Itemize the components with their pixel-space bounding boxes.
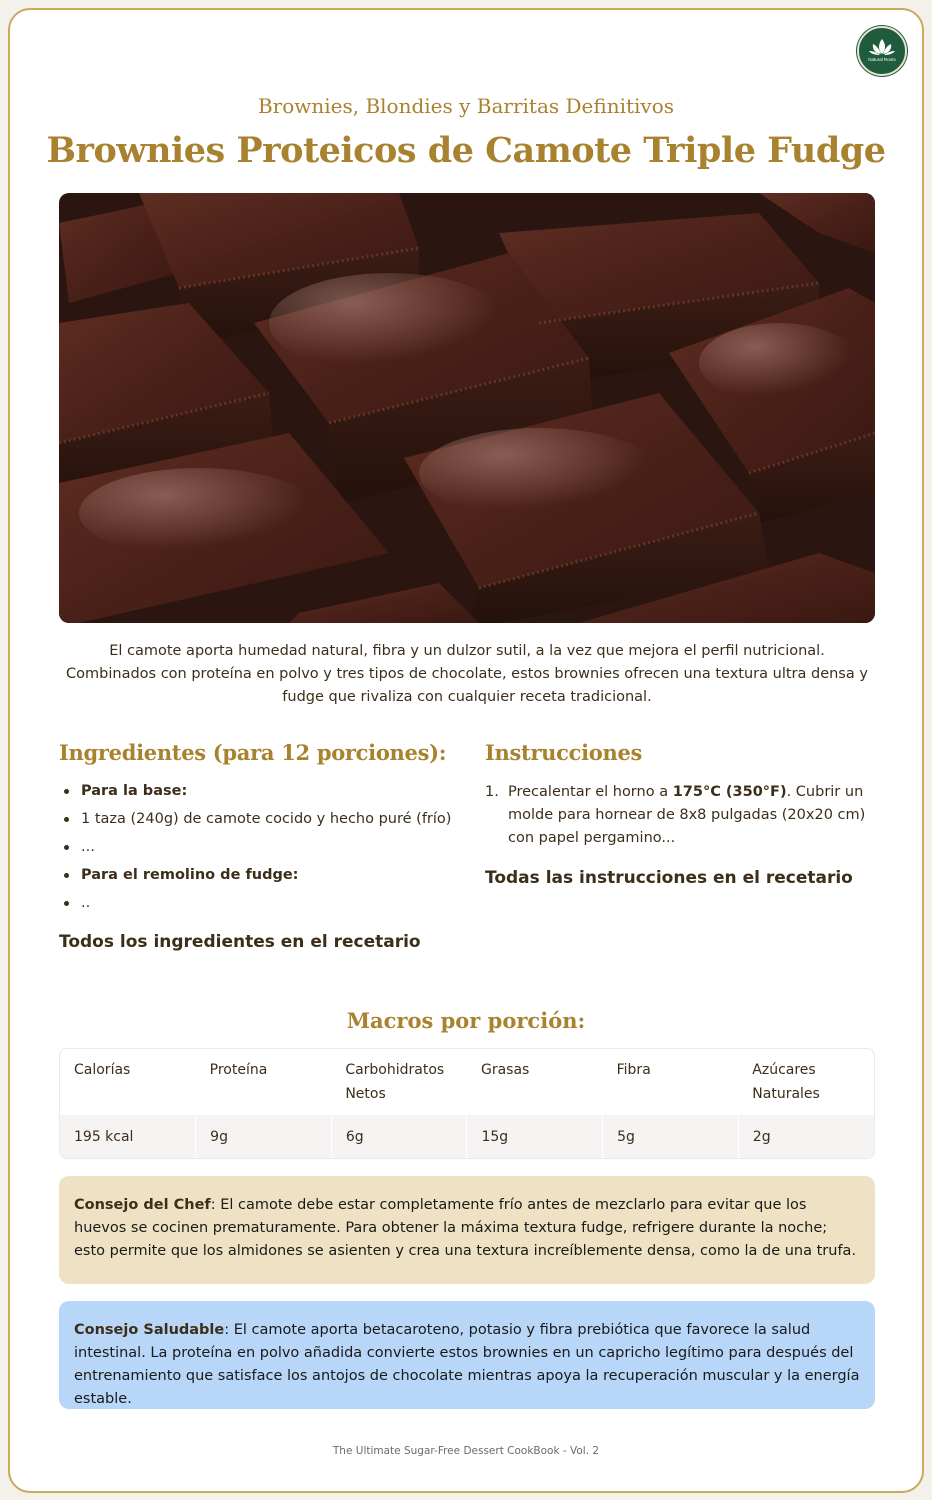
ingredients-list <box>59 781 459 914</box>
macro-value-sugars: 2g <box>738 1115 874 1159</box>
recipe-title: Brownies Proteicos de Camote Triple Fudge <box>46 130 886 171</box>
brand-logo-text: Natural Roots <box>868 57 896 62</box>
list-item: 1 taza (240g) de camote cocido y hecho puré (frío) <box>59 809 459 830</box>
health-tip-text: : El camote aporta betacaroteno, potasio y fibra prebiótica que favorece la salud intestinal. La proteína en polvo añadida convierte estos brownies en un capricho legítimo para después del entrenamiento que satisface los antojos de chocolate mientras apoya la recuperación muscular y la energía estable. <box>74 1322 860 1407</box>
list-item <box>485 781 880 850</box>
macro-value-protein: 9g <box>196 1115 332 1159</box>
macro-header-calories: Calorías <box>74 1062 131 1078</box>
macro-value-calories: 195 kcal <box>60 1115 196 1159</box>
list-item: ... <box>59 837 459 858</box>
macros-heading: Macros por porción: <box>346 1008 586 1033</box>
brownies-photo <box>59 193 875 623</box>
ingredients-section <box>59 740 459 952</box>
all-ingredients-note: Todos los ingredientes en el recetario <box>59 932 421 952</box>
macro-header-protein: Proteína <box>209 1062 268 1078</box>
list-item: .. <box>59 893 459 914</box>
macro-header-sugars: Azúcares Naturales <box>752 1062 820 1102</box>
table-row <box>60 1049 874 1115</box>
chef-tip-box <box>59 1176 875 1284</box>
recipe-intro: El camote aporta humedad natural, fibra y un dulzor sutil, a la vez que mejora el perfil nutricional. Combinados con proteína en polvo y tres tipos de chocolate, estos brownies ofrecen una textura ultra densa y fudge que rivaliza con cualquier receta tradicional. <box>66 643 868 705</box>
step-number: 1. <box>485 784 499 800</box>
health-tip-box <box>59 1301 875 1409</box>
macros-table <box>59 1048 875 1159</box>
list-item: Para el remolino de fudge: <box>59 865 459 886</box>
chef-tip-text: : El camote debe estar completamente frío antes de mezclarlo para evitar que los huevos se cocinen prematuramente. Para obtener la máxima textura fudge, refrigere durante la noche; esto permite que los almidones se asienten y crea una textura increíblemente densa, como la de una trufa. <box>74 1197 857 1259</box>
ingredients-heading: Ingredientes (para 12 porciones): <box>59 740 447 765</box>
macro-value-fiber: 5g <box>603 1115 739 1159</box>
brand-logo <box>857 26 907 76</box>
lotus-leaf-icon <box>862 31 902 71</box>
macro-header-fat: Grasas <box>480 1062 530 1078</box>
list-item: Para la base: <box>59 781 459 802</box>
step-temperature: 175°C (350°F) <box>672 784 787 800</box>
instructions-list <box>485 781 880 850</box>
instructions-section <box>485 740 880 888</box>
page-footer: The Ultimate Sugar-Free Dessert CookBook - Vol. 2 <box>332 1445 600 1457</box>
table-row <box>60 1115 874 1159</box>
all-instructions-note: Todas las instrucciones en el recetario <box>485 868 853 888</box>
macro-header-net-carbs: Carbohidratos Netos <box>345 1062 445 1102</box>
step-text-start: Precalentar el horno a <box>508 784 673 800</box>
chef-tip-label: Consejo del Chef <box>74 1197 211 1213</box>
health-tip-label: Consejo Saludable <box>74 1322 225 1338</box>
recipe-page <box>8 8 924 1493</box>
book-subtitle: Brownies, Blondies y Barritas Definitivos <box>257 94 675 118</box>
step-text-end: . Cubrir un molde para hornear de 8x8 pulgadas (20x20 cm) con papel pergamino... <box>508 784 866 846</box>
macro-header-fiber: Fibra <box>616 1062 651 1078</box>
instructions-heading: Instrucciones <box>485 740 643 765</box>
macro-value-fat: 15g <box>467 1115 603 1159</box>
macro-value-net-carbs: 6g <box>331 1115 467 1159</box>
